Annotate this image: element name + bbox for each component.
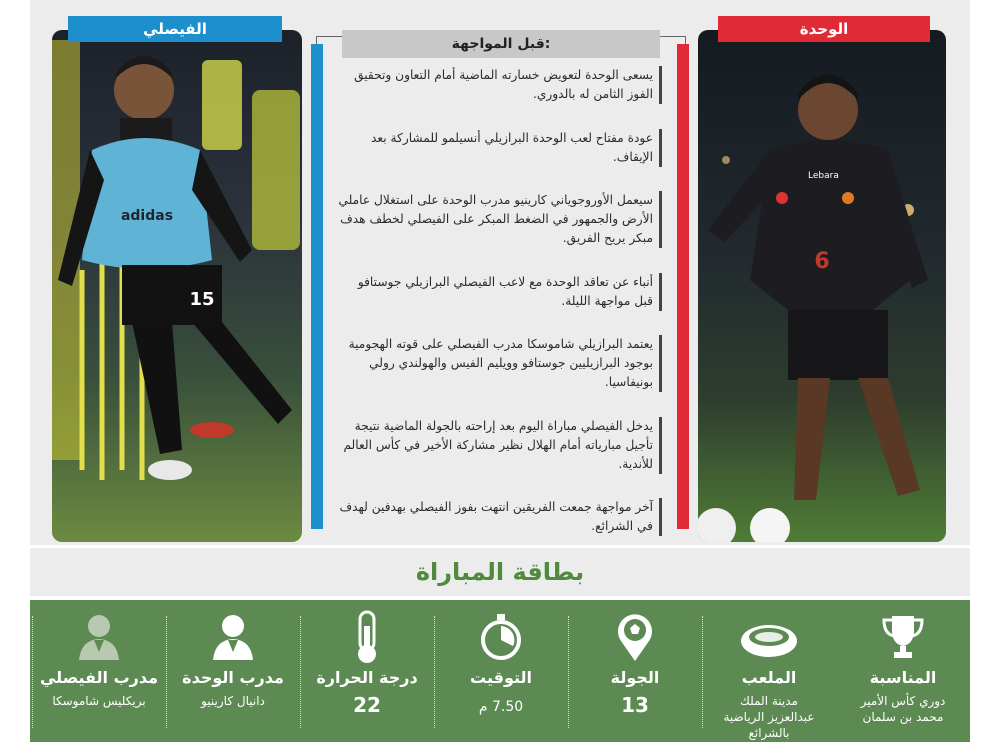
stat-stadium-label: الملعب <box>741 668 797 687</box>
pre-match-points <box>336 66 662 536</box>
faisaly-team-label: الفيصلي <box>68 16 282 42</box>
stat-round <box>568 600 702 742</box>
stat-divider <box>434 616 435 728</box>
pre-match-point: أنباء عن تعاقد الوحدة مع لاعب الفيصلي البرازيلي جوستافو قبل مواجهة الليلة. <box>336 273 662 311</box>
stat-stadium <box>702 600 836 742</box>
stat-temperature-label: درجة الحرارة <box>316 668 418 687</box>
stat-occasion-label: المناسبة <box>869 668 937 687</box>
stat-wehda-coach <box>166 600 300 742</box>
svg-text:15: 15 <box>189 289 215 310</box>
wehda-player-photo <box>698 30 946 542</box>
ball-pin-icon <box>605 608 665 666</box>
stat-divider <box>702 616 703 728</box>
stat-divider <box>568 616 569 728</box>
stat-divider <box>166 616 167 728</box>
wehda-player-illustration <box>698 30 946 542</box>
svg-text:Lebara: Lebara <box>808 171 839 181</box>
svg-text:6: 6 <box>814 249 830 274</box>
stat-faisaly-coach <box>32 600 166 742</box>
stat-temperature <box>300 600 434 742</box>
stat-occasion-value: دوري كأس الأمير محمد بن سلمان <box>860 694 946 724</box>
stat-divider <box>300 616 301 728</box>
stat-divider <box>32 616 33 728</box>
stat-faisaly-coach-label: مدرب الفيصلي <box>39 668 159 687</box>
pre-match-point: يعتمد البرازيلي شاموسكا مدرب الفيصلي على قوته الهجومية بوجود البرازيليين جوستافو وويليم الفيس والهولندي رولي بونيفاسيا. <box>336 335 662 392</box>
stat-time-value: 7.50 م <box>478 699 524 715</box>
stat-time-label: التوقيت <box>470 668 532 687</box>
pre-match-heading: قبل المواجهة: <box>342 30 660 58</box>
stat-round-value: 13 <box>621 693 649 717</box>
stat-wehda-coach-label: مدرب الوحدة <box>182 668 284 687</box>
pre-match-point: يسعى الوحدة لتعويض خسارته الماضية أمام التعاون وتحقيق الفوز الثامن له بالدوري. <box>336 66 662 104</box>
stadium-icon <box>739 608 799 666</box>
stat-temperature-value: 22 <box>353 693 381 717</box>
pre-match-point: يدخل الفيصلي مباراة اليوم بعد إراحته بالجولة الماضية نتيجة تأجيل مبارياته أمام الهلال نظير مشاركة الأخير في كأس العالم للأندية. <box>336 417 662 474</box>
stat-wehda-coach-value: دانيال كارينيو <box>201 694 265 708</box>
thermometer-icon <box>337 608 397 666</box>
header-bracket-left <box>316 36 342 44</box>
wehda-team-label: الوحدة <box>718 16 930 42</box>
stat-round-label: الجولة <box>610 668 660 687</box>
faisaly-player-photo <box>52 30 302 542</box>
match-card-title: بطاقة المباراة <box>415 558 585 586</box>
pre-match-point: سيعمل الأوروجوياني كارينيو مدرب الوحدة على استغلال عاملي الأرض والجمهور في الضغط المبكر على الفيصلي لخطف هدف مبكر يريح الفريق. <box>336 191 662 248</box>
match-card-stats <box>30 600 970 742</box>
header-bracket-right <box>660 36 686 44</box>
stat-stadium-value: مدينة الملك عبدالعزيز الرياضية بالشرائع <box>723 694 815 740</box>
pre-match-point: عودة مفتاح لعب الوحدة البرازيلي أنسيلمو للمشاركة بعد الإيقاف. <box>336 129 662 167</box>
match-card-header <box>30 548 970 596</box>
faisaly-player-illustration <box>52 30 302 542</box>
pre-match-point: آخر مواجهة جمعت الفريقين انتهت بفوز الفيصلي بهدفين لهدف في الشرائع. <box>336 498 662 536</box>
trophy-icon <box>873 608 933 666</box>
stat-faisaly-coach-value: بريكليس شاموسكا <box>52 694 146 708</box>
svg-text:adidas: adidas <box>120 208 174 224</box>
stat-time <box>434 600 568 742</box>
faisaly-accent-bar <box>311 44 323 529</box>
stopwatch-icon <box>471 608 531 666</box>
wehda-accent-bar <box>677 44 689 529</box>
stat-occasion <box>836 600 970 742</box>
coach-icon <box>69 608 129 666</box>
coach-icon <box>203 608 263 666</box>
